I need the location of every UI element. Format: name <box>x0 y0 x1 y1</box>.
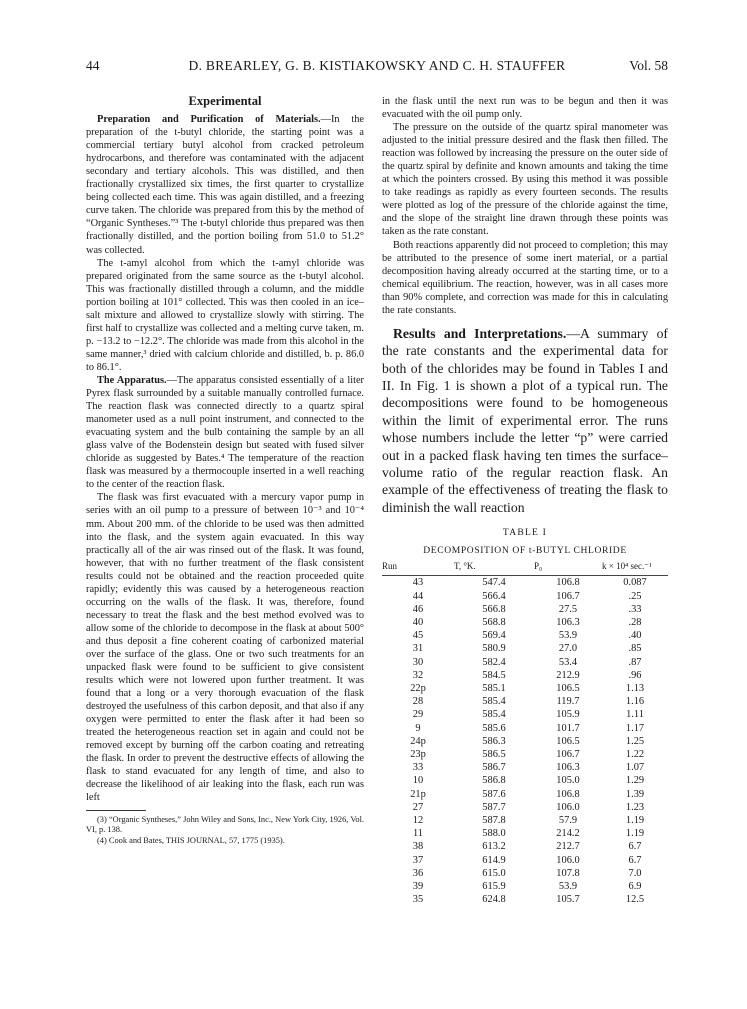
rate-constant-cell: 1.07 <box>625 762 645 774</box>
rate-constant-cell: .85 <box>628 643 642 655</box>
pressure-cell: 106.7 <box>556 749 580 761</box>
rate-constant-cell: .96 <box>628 669 642 681</box>
run-cell: 23p <box>410 749 426 761</box>
table-row <box>382 748 668 761</box>
paragraph-apparatus-text: —The apparatus consisted essentially of a liter Pyrex flask surrounded by a suitable manually controlled furnace. The reaction flask was connected directly to a quartz spiral manometer used as a null point instrument, and connected to the evacuating system and the bulb containing the sample by an all glass valve of the Bodenstein design but seated with fused silver chloride as suggested by Bates.⁴ The temperature of the reaction flask was measured by a thermocouple inserted in a well reaching to the center of the reaction flask. <box>86 374 364 491</box>
page-number: 44 <box>86 58 100 73</box>
pressure-cell: 106.8 <box>556 577 580 589</box>
pressure-cell: 106.0 <box>556 801 580 813</box>
run-cell: 22p <box>410 683 426 695</box>
paragraph-materials <box>86 113 364 257</box>
run-cell: 11 <box>412 828 423 840</box>
column-header-temperature: T, °K. <box>454 559 534 576</box>
temperature-cell: 587.7 <box>482 801 506 813</box>
temperature-cell: 568.8 <box>482 617 506 629</box>
pressure-cell: 105.9 <box>556 709 580 721</box>
run-cell: 40 <box>412 617 424 629</box>
table-row <box>382 656 668 669</box>
temperature-cell: 588.0 <box>482 828 506 840</box>
pressure-cell: 106.0 <box>556 854 580 866</box>
table-row <box>382 629 668 642</box>
table-row <box>382 603 668 616</box>
pressure-cell: 53.9 <box>558 630 578 642</box>
temperature-cell: 547.4 <box>482 577 506 589</box>
table-row <box>382 814 668 827</box>
pressure-cell: 106.3 <box>556 762 580 774</box>
temperature-cell: 587.6 <box>482 788 506 800</box>
temperature-cell: 586.7 <box>482 762 506 774</box>
pressure-cell: 53.9 <box>558 881 578 893</box>
table-row <box>382 893 668 906</box>
rate-constant-cell: 1.22 <box>625 749 645 761</box>
temperature-cell: 566.4 <box>482 590 506 602</box>
table-row <box>382 669 668 682</box>
rate-constant-cell: 1.39 <box>625 788 645 800</box>
run-cell: 37 <box>412 854 424 866</box>
table-row <box>382 761 668 774</box>
run-cell: 45 <box>412 630 424 642</box>
table-row <box>382 642 668 655</box>
rate-constant-cell: 6.9 <box>628 881 642 893</box>
table-row <box>382 788 668 801</box>
run-cell: 27 <box>412 801 424 813</box>
table-row <box>382 840 668 853</box>
pressure-cell: 57.9 <box>558 815 578 827</box>
paragraph-procedure: The flask was first evacuated with a mercury vapor pump in series with an oil pump to a pressure of between 10⁻³ and 10⁻⁴ mm. About 200 mm. of the chloride to be used was then admitted into the flask, and the system again evacuated. In this way practically all of the air was rinsed out of the flask. It was found, however, that with no further treatment of the flask consistent results could not be obtained and the reaction proceeded quite rapidly; evidently this was caused by a heterogeneous reaction occurring on the walls of the flask. It was, therefore, found necessary to treat the flask and the best method evolved was to allow some of the chloride to decompose in the flask at about 500° and thus deposit a fine coherent coating of carbonized material over the surface of the glass. One or two such treatments for an unpacked flask were found to be sufficient to give consistent results which were not lowered upon further treatment. It was found that a long or a very thorough evacuation of the flask destroyed the usefulness of this carbon deposit, and that also if any oxygen were permitted to enter the flask after it had been so treated the heterogeneous reaction set in again and could not be removed except by burning off the carbon coating and retreating the flask. In order to prevent the destructive effects of allowing the flask to stand evacuated for any length of time, and also to decrease the likelihood of air leaking into the flask, each run was left <box>86 492 364 804</box>
paragraph-pressure: The pressure on the outside of the quartz spiral manometer was adjusted to the initial pressure desired and the flask then filled. The reaction was followed by increasing the pressure on the outer side of the quartz spiral by definite and known amounts and taking the time at which the pointers crossed. By using this method it was possible to take readings as rapidly as every fourteen seconds. The results were plotted as log of the pressure of the chloride against the time, and the slope of the straight line drawn through these points was taken as the rate constant. <box>382 122 668 238</box>
pressure-cell: 106.3 <box>556 617 580 629</box>
table-row <box>382 695 668 708</box>
paragraph-materials-text: —In the preparation of the t-butyl chloride, the starting point was a commercial tertiary butyl alcohol from cracked petroleum hydrocarbons, and therefore was contaminated with the adjacent secondary and tertiary alcohols. This was distilled, and then fractionally crystallized six times, the first quarter to crystallize being collected each time. This was again distilled, and a freezing curve taken. The chloride was prepared from this by the method of “Organic Syntheses.”³ The t-butyl chloride thus prepared was then fractionally distilled, and the portion boiling from 51.0 to 51.2° was collected. <box>86 114 364 256</box>
run-cell: 36 <box>412 867 424 879</box>
paragraph-results-text: —A summary of the rate constants and the experimental data for both of the chlorides may be found in Tables I and II. In Fig. 1 is shown a plot of a typical run. The decompositions were found to be homogeneous within the limit of experimental error. The runs whose numbers include the letter “p” were carried out in a packed flask having ten times the surface–volume ratio of the regular reaction flask. An example of the effectiveness of treating the flask to diminish the wall reaction <box>382 325 668 515</box>
pressure-cell: 106.5 <box>556 683 580 695</box>
pressure-cell: 105.7 <box>556 894 580 906</box>
run-cell: 29 <box>412 709 424 721</box>
rate-constant-cell: 12.5 <box>625 894 645 906</box>
table-row <box>382 616 668 629</box>
data-table <box>382 559 668 906</box>
temperature-cell: 582.4 <box>482 656 506 668</box>
rate-constant-cell: .40 <box>628 630 642 642</box>
temperature-cell: 613.2 <box>482 841 506 853</box>
run-cell: 12 <box>412 815 424 827</box>
pressure-cell: 119.7 <box>556 696 580 708</box>
rate-constant-cell: 1.11 <box>626 709 644 721</box>
right-column <box>382 95 668 906</box>
run-cell: 38 <box>412 841 424 853</box>
table-title: TABLE I <box>502 527 548 539</box>
table-row <box>382 880 668 893</box>
pressure-cell: 53.4 <box>558 656 578 668</box>
pressure-cell: 101.7 <box>556 722 580 734</box>
column-header-run: Run <box>382 559 454 576</box>
table-row <box>382 854 668 867</box>
temperature-cell: 586.3 <box>482 735 506 747</box>
column-header-pressure: P₀ <box>534 559 602 576</box>
table-row <box>382 682 668 695</box>
pressure-cell: 212.7 <box>556 841 580 853</box>
run-cell: 10 <box>412 775 424 787</box>
temperature-cell: 585.1 <box>482 683 506 695</box>
rate-constant-cell: 1.17 <box>625 722 645 734</box>
temperature-cell: 615.0 <box>482 867 506 879</box>
pressure-cell: 214.2 <box>556 828 580 840</box>
pressure-cell: 106.8 <box>556 788 580 800</box>
run-cell: 39 <box>412 881 424 893</box>
left-column <box>86 95 364 846</box>
temperature-cell: 614.9 <box>482 854 506 866</box>
temperature-cell: 585.6 <box>482 722 506 734</box>
footnote-4: (4) Cook and Bates, THIS JOURNAL, 57, 1775 (1935). <box>97 835 285 845</box>
temperature-cell: 580.9 <box>482 643 506 655</box>
pressure-cell: 106.7 <box>556 590 580 602</box>
run-cell: 46 <box>412 603 424 615</box>
table-row <box>382 867 668 880</box>
table-row <box>382 576 668 590</box>
table-row <box>382 774 668 787</box>
rate-constant-cell: 6.7 <box>628 841 642 853</box>
temperature-cell: 585.4 <box>482 696 506 708</box>
rate-constant-cell: 1.19 <box>625 828 645 840</box>
run-cell: 44 <box>412 590 424 602</box>
pressure-cell: 105.0 <box>556 775 580 787</box>
rate-constant-cell: 1.25 <box>625 735 645 747</box>
run-cell: 9 <box>415 722 421 734</box>
footnote-3: (3) “Organic Syntheses,” John Wiley and Sons, Inc., New York City, 1926, Vol. VI, p. 138. <box>86 814 364 835</box>
run-cell: 32 <box>412 669 424 681</box>
run-cell: 28 <box>412 696 424 708</box>
temperature-cell: 586.8 <box>482 775 506 787</box>
temperature-cell: 615.9 <box>482 881 506 893</box>
pressure-cell: 27.0 <box>558 643 578 655</box>
runin-heading-results: Results and Interpretations. <box>393 325 567 341</box>
run-cell: 21p <box>410 788 426 800</box>
run-cell: 35 <box>412 894 424 906</box>
table-row <box>382 735 668 748</box>
temperature-cell: 624.8 <box>482 894 506 906</box>
table-row <box>382 801 668 814</box>
rate-constant-cell: .28 <box>628 617 642 629</box>
volume-number: Vol. 58 <box>629 58 668 73</box>
paragraph-apparatus <box>86 374 364 491</box>
rate-constant-cell: 1.19 <box>625 815 645 827</box>
section-title-experimental: Experimental <box>188 94 262 108</box>
run-cell: 43 <box>412 577 424 589</box>
temperature-cell: 584.5 <box>482 669 506 681</box>
column-header-rate-constant: k × 10⁴ sec.⁻¹ <box>602 559 668 576</box>
pressure-cell: 106.5 <box>556 735 580 747</box>
rate-constant-cell: 0.087 <box>623 577 647 589</box>
run-cell: 30 <box>412 656 424 668</box>
table-body <box>382 576 668 907</box>
runin-heading-materials: Preparation and Purification of Materials. <box>97 114 321 126</box>
rate-constant-cell: .87 <box>628 656 642 668</box>
temperature-cell: 585.4 <box>482 709 506 721</box>
paragraph-completion: Both reactions apparently did not proceed to completion; this may be attributed to the presence of some inert material, or a partial decomposition having already occurred at the starting time, or to a chemical equilibrium. The reaction, however, was in all cases more than 90% complete, and correction was made for this in calculating the rate constants. <box>382 239 668 316</box>
rate-constant-cell: 6.7 <box>628 854 642 866</box>
rate-constant-cell: 7.0 <box>628 867 642 879</box>
temperature-cell: 569.4 <box>482 630 506 642</box>
temperature-cell: 586.5 <box>482 749 506 761</box>
temperature-cell: 587.8 <box>482 815 506 827</box>
table-row <box>382 590 668 603</box>
rate-constant-cell: 1.13 <box>625 683 645 695</box>
pressure-cell: 212.9 <box>556 669 580 681</box>
runin-heading-apparatus: The Apparatus. <box>97 374 167 386</box>
paragraph-continued: in the flask until the next run was to be begun and then it was evacuated with the oil pump only. <box>382 96 668 121</box>
run-cell: 33 <box>412 762 424 774</box>
rate-constant-cell: 1.23 <box>625 801 645 813</box>
table-header-row <box>382 559 668 576</box>
rate-constant-cell: 1.16 <box>625 696 645 708</box>
pressure-cell: 107.8 <box>556 867 580 879</box>
run-cell: 31 <box>412 643 424 655</box>
rate-constant-cell: .25 <box>628 590 642 602</box>
pressure-cell: 27.5 <box>558 603 578 615</box>
table-row <box>382 827 668 840</box>
table-row <box>382 722 668 735</box>
footnote-rule <box>86 810 146 811</box>
paragraph-amyl: The t-amyl alcohol from which the t-amyl chloride was prepared originated from the same source as the t-butyl alcohol. This was fractionally distilled through a column, and the middle portion boiling at 101° collected. This was then cooled in an ice–salt mixture and allowed to crystallize slowly with stirring. The first half to crystallize was collected and a melting curve taken, m. p. −13.2 to −12.2°. The chloride was made from this alcohol in the same manner,³ dried with calcium chloride and distilled, b. p. 86.0 to 86.1°. <box>86 257 364 373</box>
rate-constant-cell: 1.29 <box>625 775 645 787</box>
temperature-cell: 566.8 <box>482 603 506 615</box>
table-row <box>382 708 668 721</box>
paragraph-results <box>382 325 668 516</box>
run-cell: 24p <box>410 735 426 747</box>
table-caption: DECOMPOSITION OF t-BUTYL CHLORIDE <box>423 545 627 557</box>
running-authors: D. BREARLEY, G. B. KISTIAKOWSKY AND C. H. STAUFFER <box>188 58 566 73</box>
rate-constant-cell: .33 <box>628 603 642 615</box>
